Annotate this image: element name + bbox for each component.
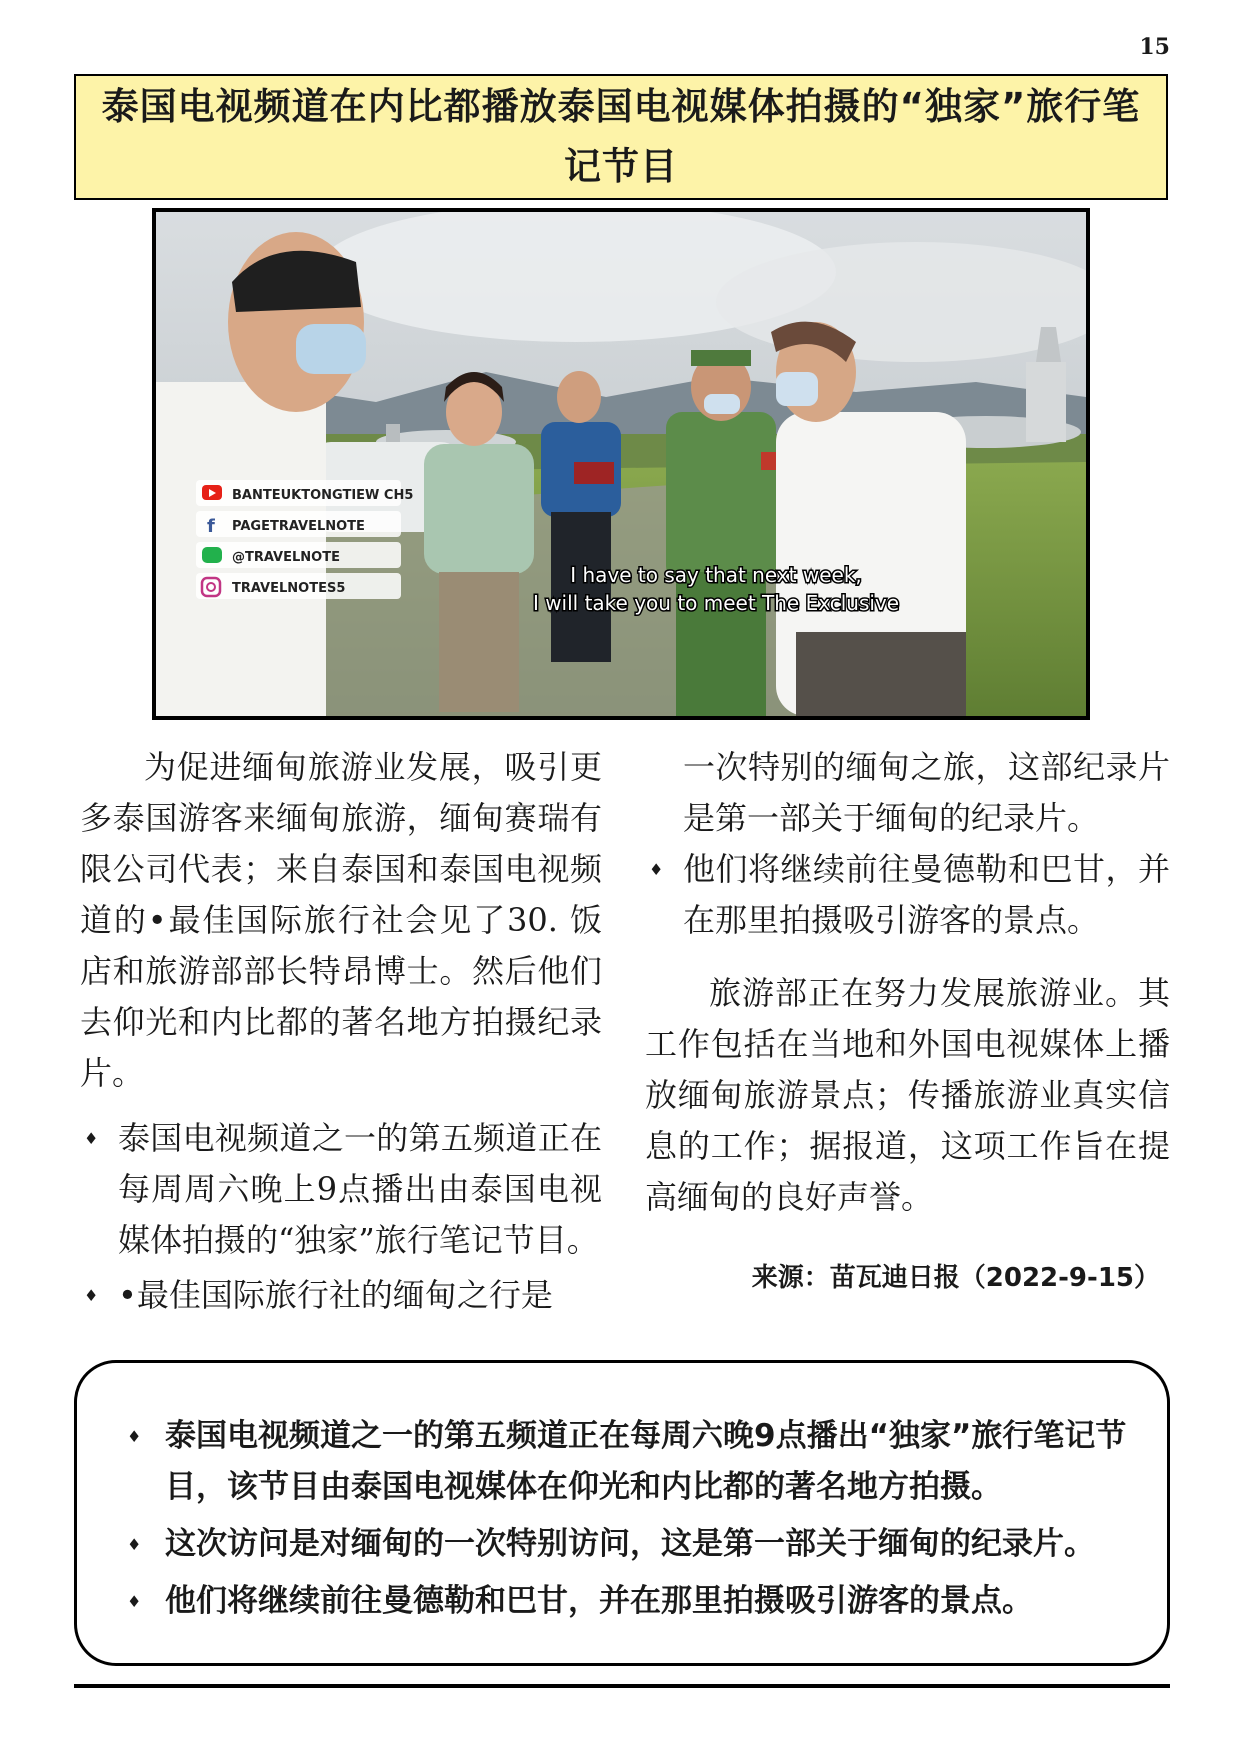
youtube-icon <box>202 485 222 500</box>
title-banner <box>74 74 1168 200</box>
video-subtitle-line1: I have to say that next week, <box>570 563 862 587</box>
summary-list <box>127 1411 1131 1627</box>
list-item: ♦ 泰国电视频道之一的第五频道正在每周周六晚上9点播出由泰国电视媒体拍摄的“独家”旅行笔记节目。 <box>80 1113 602 1266</box>
tourism-paragraph: 旅游部正在努力发展旅游业。其工作包括在当地和外国电视媒体上播放缅甸旅游景点；传播旅游业真实信息的工作；据报道，这项工作旨在提高缅甸的良好声誉。 <box>645 974 1170 1216</box>
right-column <box>645 742 1170 1304</box>
article-title: 泰国电视频道在内比都播放泰国电视媒体拍摄的“独家”旅行笔记节目 <box>101 85 1141 188</box>
facebook-icon <box>207 516 215 537</box>
video-subtitle-line2: I will take you to meet The Exclusive <box>532 591 900 615</box>
line-icon <box>202 547 222 563</box>
news-photo <box>152 208 1090 720</box>
social-handle-youtube: BANTEUKTONGTIEW CH5 <box>232 488 414 503</box>
summary-box <box>74 1360 1170 1666</box>
list-item: ♦ 这次访问是对缅甸的一次特别访问，这是第一部关于缅甸的纪录片。 <box>127 1519 1131 1570</box>
svg-text:f: f <box>207 516 215 537</box>
right-bullet-list <box>645 844 1170 946</box>
bullet-continuation: 一次特别的缅甸之旅，这部纪录片是第一部关于缅甸的纪录片。 <box>683 748 1170 837</box>
list-item: ♦ •最佳国际旅行社的缅甸之行是 <box>80 1270 602 1321</box>
social-handle-facebook: PAGETRAVELNOTE <box>232 519 365 534</box>
social-handle-line: @TRAVELNOTE <box>232 550 340 565</box>
page-number: 15 <box>1139 34 1170 60</box>
list-item: ♦ 泰国电视频道之一的第五频道正在每周六晚9点播出“独家”旅行笔记节目，该节目由泰国电视媒体在仰光和内比都的著名地方拍摄。 <box>127 1411 1131 1513</box>
photo-illustration <box>156 212 1086 716</box>
social-handle-instagram: TRAVELNOTES5 <box>232 581 346 596</box>
left-bullet-list <box>80 1113 602 1321</box>
left-column <box>80 742 602 1325</box>
source-citation: 来源：苗瓦迪日报（2022-9-15） <box>751 1263 1160 1293</box>
footer-rule <box>74 1684 1170 1688</box>
list-item: ♦ 他们将继续前往曼德勒和巴甘，并在那里拍摄吸引游客的景点。 <box>127 1576 1131 1627</box>
intro-paragraph: 为促进缅甸旅游业发展，吸引更多泰国游客来缅甸旅游，缅甸赛瑞有限公司代表；来自泰国和泰国电视频道的•最佳国际旅行社会见了30. 饭店和旅游部部长特昂博士。然后他们去仰光和内比都的著名地方拍摄纪录片。 <box>80 748 602 1092</box>
list-item: ♦ 他们将继续前往曼德勒和巴甘，并在那里拍摄吸引游客的景点。 <box>645 844 1170 946</box>
